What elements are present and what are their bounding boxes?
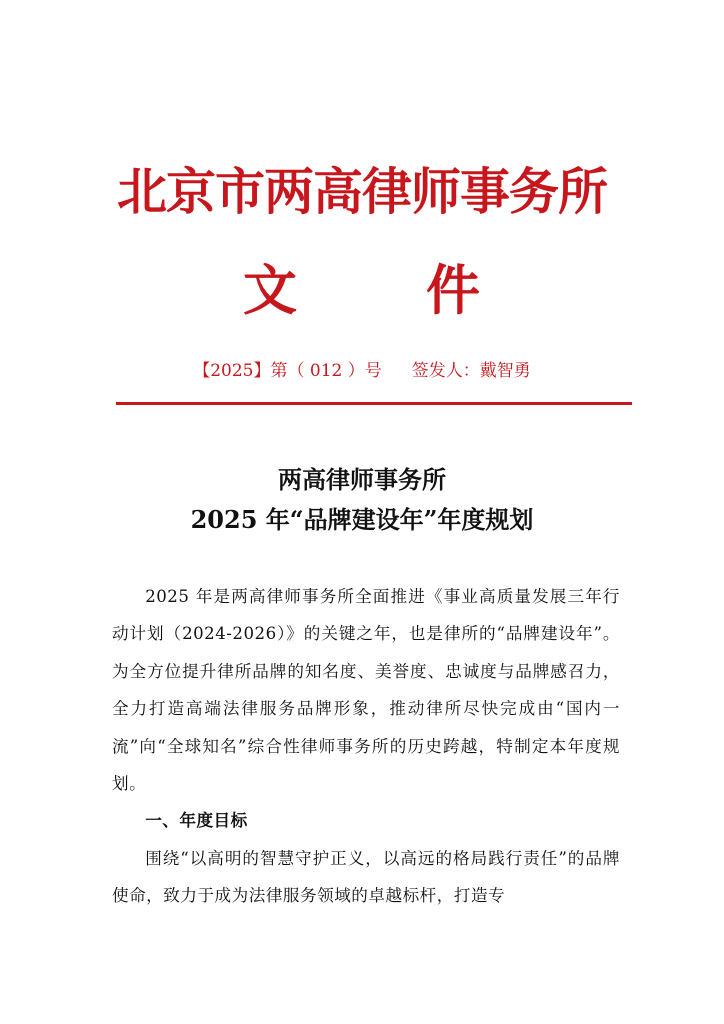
section-paragraph: 围绕“以高明的智慧守护正义，以高远的格局践行责任”的品牌使命，致力于成为法律服务领域的卓越标杆，打造专 — [112, 848, 620, 906]
document-label-char-2: 件 — [426, 259, 480, 322]
document-number-line — [0, 358, 724, 384]
document-label-char-1: 文 — [243, 259, 297, 322]
document-heading-line-1: 两高律师事务所 — [278, 465, 446, 494]
org-title: 北京市两高律师事务所 — [117, 163, 607, 221]
signer: 签发人：戴智勇 — [411, 361, 531, 381]
section-heading-annual-goals: 一、年度目标 — [145, 810, 248, 831]
intro-paragraph: 2025 年是两高律师事务所全面推进《事业高质量发展三年行动计划（2024-2026）》的关键之年，也是律所的“品牌建设年”。为全方位提升律所品牌的知名度、美誉度、忠诚度与品牌感召力，全力打造高端法律服务品牌形象，推动律所尽快完成由“国内一流”向“全球知名”综合性律师事务所的历史跨越，特制定本年度规划。 — [112, 587, 620, 794]
document-body — [112, 578, 620, 915]
document-heading-line-2: 2025 年“品牌建设年”年度规划 — [190, 505, 534, 534]
document-number: 【2025】第（ 012 ）号 — [193, 361, 382, 381]
red-divider — [116, 402, 632, 405]
